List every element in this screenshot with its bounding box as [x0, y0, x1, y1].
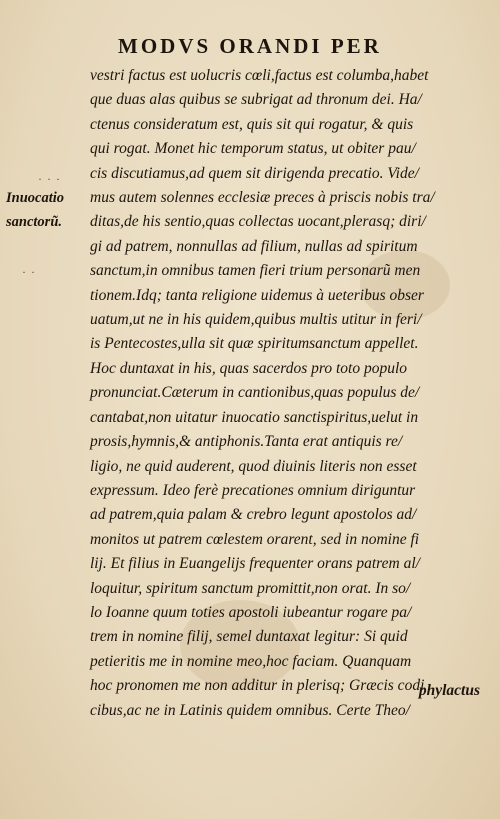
margin-mark: · · ·: [38, 172, 61, 186]
margin-note-line-1: Inuocatio: [6, 190, 65, 206]
text-line: vestri factus est uolucris cœli,factus est columba,habet: [90, 67, 429, 84]
text-line: ad patrem,quia palam & crebro legunt apostolos ad/: [90, 506, 417, 524]
body-text: [90, 64, 480, 723]
text-line: sanctum,in omnibus tamen fieri trium personarũ men: [90, 262, 421, 280]
text-line: is Pentecostes,ulla sit quæ spiritumsanctum appellet.: [90, 335, 419, 353]
text-line: cibus,ac ne in Latinis quidem omnibus. Certe Theo/: [90, 701, 410, 719]
text-line: ctenus consideratum est, quis sit qui rogatur, & quis: [90, 115, 414, 133]
text-line: gi ad patrem, nonnullas ad filium, nullas ad spiritum: [90, 237, 418, 255]
text-line: que duas alas quibus se subrigat ad thronum dei. Ha/: [90, 91, 422, 109]
text-line: expressum. Ideo ferè precationes omnium diriguntur: [90, 481, 416, 499]
text-line: mus autem solennes ecclesiæ preces à priscis nobis tra/: [90, 189, 435, 207]
text-line: tionem.Idq; tanta religione uidemus à ueteribus obser: [90, 286, 424, 304]
text-line: ligio, ne quid auderent, quod diuinis literis non esset: [90, 457, 417, 475]
running-head: MODVS ORANDI PER: [118, 34, 382, 58]
text-line: trem in nomine filij, semel duntaxat legitur: Si quid: [90, 628, 408, 646]
text-line: Hoc duntaxat in his, quas sacerdos pro toto populo: [90, 359, 408, 377]
text-line: ditas,de his sentio,quas collectas uocant,plerasq; diri/: [90, 213, 426, 231]
text-line: loquitur, spiritum sanctum promittit,non orat. In so/: [90, 579, 411, 597]
text-line: monitos ut patrem cœlestem orarent, sed in nomine fi: [90, 530, 420, 548]
margin-mark: · ·: [22, 265, 36, 279]
text-line: uatum,ut ne in his quidem,quibus multis utitur in feri/: [90, 311, 422, 329]
text-line: cantabat,non uitatur inuocatio sanctispiritus,uelut in: [90, 408, 419, 426]
catchword: phylactus: [418, 682, 480, 699]
text-line: prosis,hymnis,& antiphonis.Tanta erat antiquis re/: [90, 433, 403, 451]
text-line: cis discutiamus,ad quem sit dirigenda precatio. Vide/: [90, 164, 419, 182]
text-line: lo Ioanne quum toties apostoli iubeantur rogare pa/: [90, 603, 412, 621]
text-line: qui rogat. Monet hic temporum status, ut obiter pau/: [90, 140, 416, 158]
text-line: lij. Et filius in Euangelijs frequenter orans patrem al/: [90, 555, 420, 573]
text-line: petieritis me in nomine meo,hoc faciam. Quanquam: [90, 652, 412, 670]
margin-note-line-2: sanctorũ.: [6, 214, 63, 230]
text-line: hoc pronomen me non additur in plerisq; Græcis codi: [90, 677, 425, 695]
text-line: pronunciat.Cæterum in cantionibus,quas populus de/: [90, 384, 420, 402]
